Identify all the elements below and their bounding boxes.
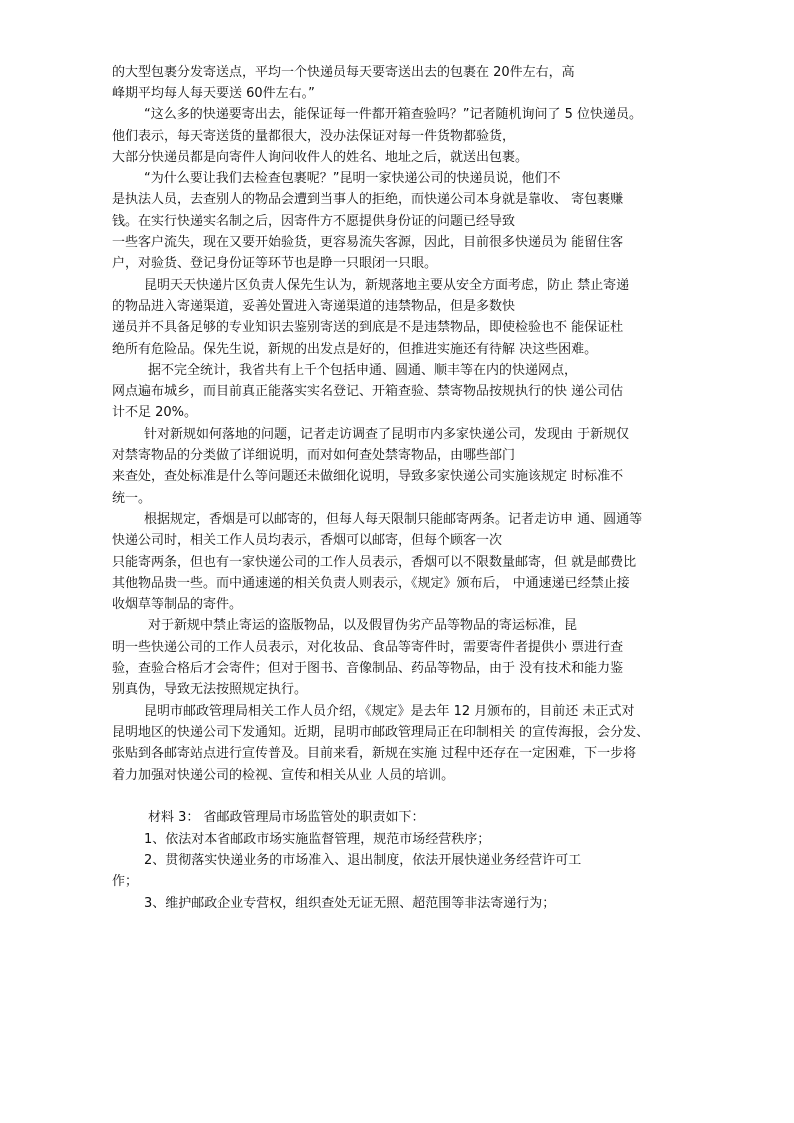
- paragraph-line: 是执法人员，去查别人的物品会遭到当事人的拒绝，而快递公司本身就是靠收、 寄包裹赚: [112, 192, 624, 207]
- paragraph-line: 昆明地区的快递公司下发通知。近期，昆明市邮政管理局正在印制相关 的宣传海报，会分发、: [112, 725, 650, 740]
- paragraph-line: 户，对验货、登记身份证等环节也是睁一只眼闭一只眼。: [112, 256, 438, 271]
- list-item: 1、依法对本省邮政市场实施监督管理，规范市场经营秩序；: [144, 832, 491, 847]
- paragraph-line: 只能寄两条，但也有一家快递公司的工作人员表示，香烟可以不限数量邮寄，但 就是邮费比: [112, 555, 637, 570]
- paragraph-line: 着力加强对快递公司的检视、宣传和相关从业 人员的培训。: [112, 768, 455, 783]
- paragraph-line: 别真伪，导致无法按照规定执行。: [112, 682, 308, 697]
- paragraph-line: 钱。在实行快递实名制之后，因寄件方不愿提供身份证的问题已经导致: [112, 214, 516, 229]
- paragraph-line: 对于新规中禁止寄运的盗版物品，以及假冒伪劣产品等物品的寄运标准，昆: [148, 618, 578, 633]
- paragraph-line: 一些客户流失，现在又要开始验货，更容易流失客源，因此，目前很多快递员为 能留住客: [112, 235, 624, 250]
- paragraph-line: 明一些快递公司的工作人员表示，对化妆品、食品等寄件时，需要寄件者提供小 票进行查: [112, 640, 624, 655]
- paragraph-line: 峰期平均每人每天要送 60件左右。”: [112, 86, 315, 101]
- paragraph-line: 他们表示，每天寄送货的量都很大，没办法保证对每一件货物都验货，: [112, 129, 516, 144]
- paragraph-line: 张贴到各邮寄站点进行宣传普及。目前来看，新规在实施 过程中还存在一定困难，下一步将: [112, 746, 637, 761]
- paragraph-line: 绝所有危险品。保先生说，新规的出发点是好的，但推进实施还有待解 决这些困难。: [112, 342, 598, 357]
- paragraph-line: 收烟草等制品的寄件。: [112, 597, 243, 612]
- section-heading: 材料 3： 省邮政管理局市场监管处的职责如下：: [148, 810, 425, 825]
- paragraph-line: 根据规定，香烟是可以邮寄的，但每人每天限制只能邮寄两条。记者走访申 通、圆通等: [144, 512, 643, 527]
- list-item: 作；: [112, 874, 139, 889]
- paragraph-line: 其他物品贵一些。而中通速递的相关负责人则表示，《规定》颁布后， 中通速递已经禁止接: [112, 576, 630, 591]
- paragraph-line: 计不足 20%。: [112, 405, 198, 420]
- paragraph-line: “为什么要让我们去检查包裹呢？”昆明一家快递公司的快递员说，他们不: [144, 171, 561, 186]
- paragraph-line: 大部分快递员都是向寄件人询问收件人的姓名、地址之后，就送出包裹。: [112, 150, 529, 165]
- paragraph-line: 递员并不具备足够的专业知识去鉴别寄送的到底是不是违禁物品，即使检验也不 能保证杜: [112, 320, 624, 335]
- paragraph-line: 据不完全统计，我省共有上千个包括申通、圆通、顺丰等在内的快递网点，: [148, 363, 578, 378]
- paragraph-line: 昆明天天快递片区负责人保先生认为，新规落地主要从安全方面考虑，防止 禁止寄递: [144, 278, 630, 293]
- paragraph-line: 昆明市邮政管理局相关工作人员介绍，《规定》是去年 12 月颁布的，目前还 未正式对: [144, 704, 635, 719]
- paragraph-line: 验，查验合格后才会寄件；但对于图书、音像制品、药品等物品，由于 没有技术和能力鉴: [112, 661, 624, 676]
- paragraph-line: 来查处，查处标准是什么等问题还未做细化说明，导致多家快递公司实施该规定 时标准不: [112, 469, 624, 484]
- paragraph-line: 统一。: [112, 491, 152, 506]
- paragraph-line: 的物品进入寄递渠道，妥善处置进入寄递渠道的违禁物品，但是多数快: [112, 299, 516, 314]
- paragraph-line: 的大型包裹分发寄送点，平均一个快递员每天要寄送出去的包裹在 20件左右，高: [112, 65, 575, 80]
- list-item: 2、贯彻落实快递业务的市场准入、退出制度，依法开展快递业务经营许可工: [144, 853, 582, 868]
- paragraph-line: 对禁寄物品的分类做了详细说明，而对如何查处禁寄物品，由哪些部门: [112, 448, 516, 463]
- paragraph-line: 针对新规如何落地的问题，记者走访调查了昆明市内多家快递公司，发现由 于新规仅: [144, 427, 630, 442]
- list-item: 3、维护邮政企业专营权，组织查处无证无照、超范围等非法寄递行为；: [144, 896, 556, 911]
- paragraph-line: 快递公司时，相关工作人员均表示，香烟可以邮寄，但每个顾客一次: [112, 533, 503, 548]
- paragraph-line: 网点遍布城乡，而目前真正能落实实名登记、开箱查验、禁寄物品按规执行的快 递公司估: [112, 384, 624, 399]
- paragraph-line: “这么多的快递要寄出去，能保证每一件都开箱查验吗？”记者随机询问了 5 位快递员。: [144, 107, 643, 122]
